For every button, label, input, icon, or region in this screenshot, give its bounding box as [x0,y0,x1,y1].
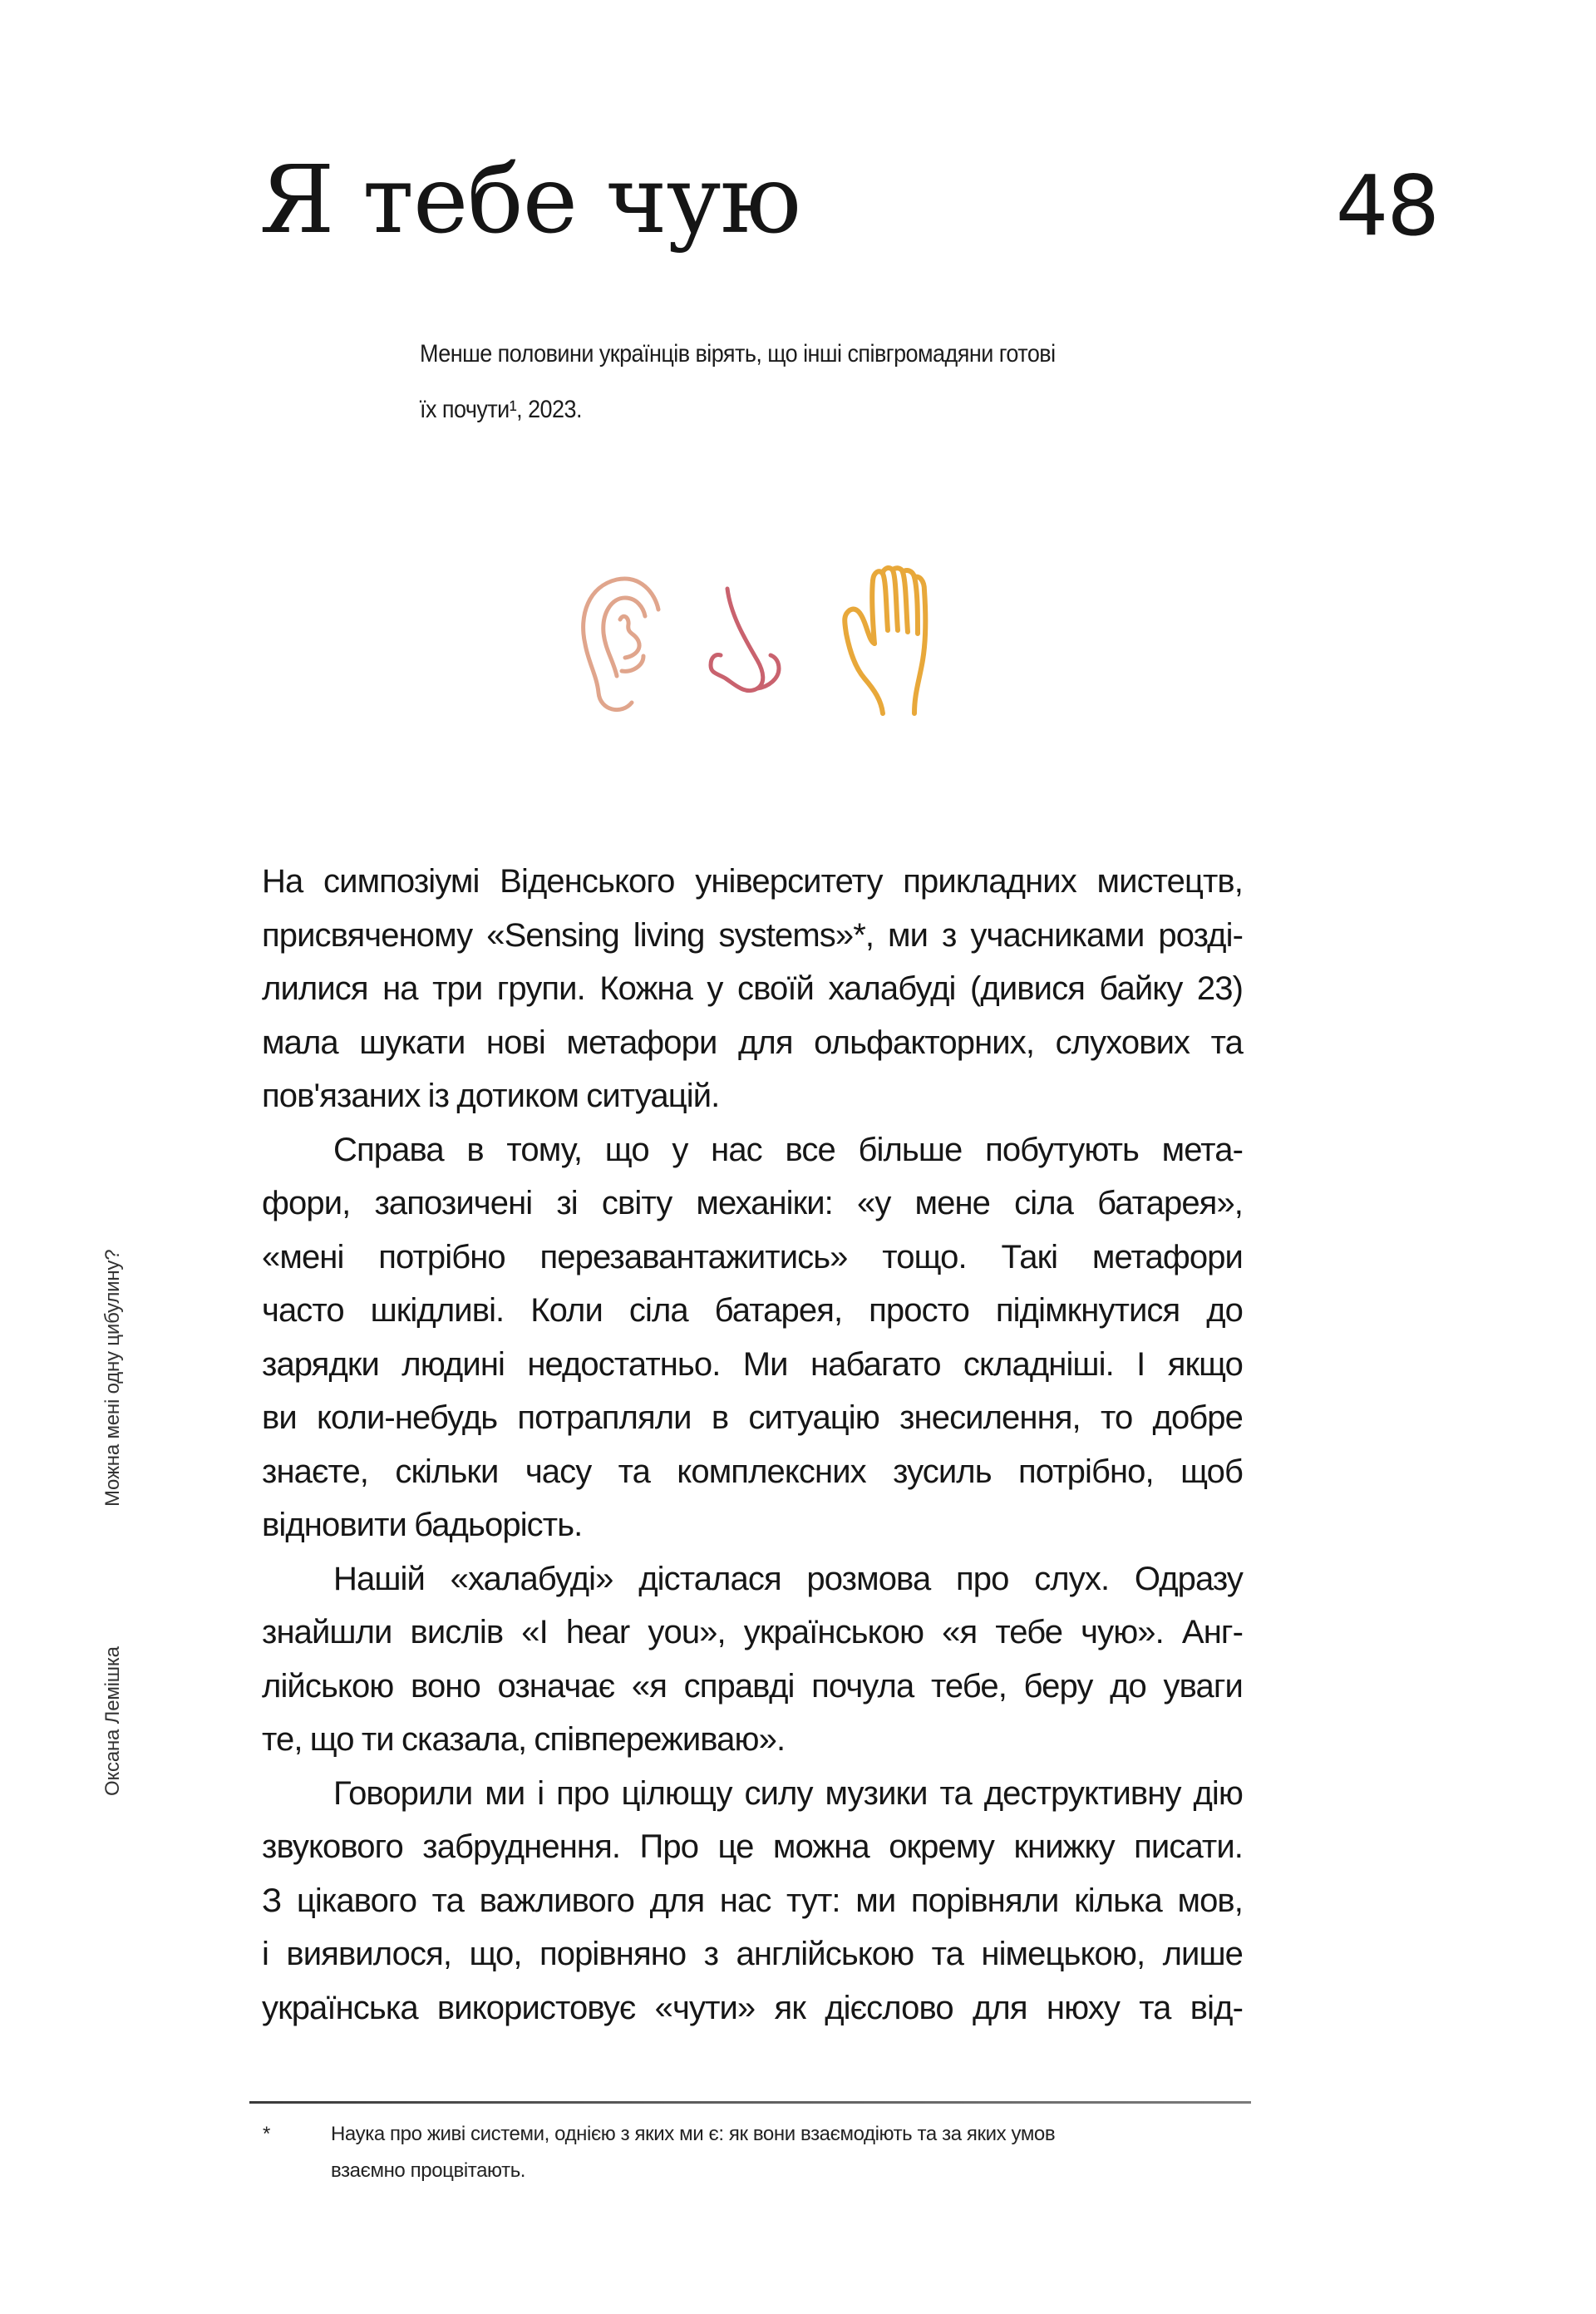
nose-icon [702,582,794,707]
body-line: відновити бадьорість. [262,1507,583,1543]
epigraph-line: Менше половини українців вірять, що інші співгромадяни готові [420,340,1056,368]
running-head-author: Оксана Лемішка [101,1646,124,1796]
footnote-line: взаємно процвітають. [331,2159,526,2182]
body-line: звукового забруднення. Про це можна окрему книжку писати. [262,1828,1243,1865]
body-line: часто шкідливі. Коли сіла батарея, просто підімкнутися до [262,1292,1243,1329]
epigraph-line: їх почути¹, 2023. [420,396,582,423]
epigraph [420,326,1168,437]
body-line: те, що ти сказала, співпереживаю». [262,1721,786,1758]
body-line: українська використовує «чути» як дієслово для нюху та від- [262,1989,1243,2026]
body-line: З цікавого та важливого для нас тут: ми порівняли кілька мов, [262,1882,1243,1919]
hand-icon [831,557,948,719]
page-title: Я тебе чую [259,146,801,254]
body-line: мала шукати нові метафори для ольфакторних, слухових та [262,1024,1243,1061]
body-line: присвяченому «Sensing living systems»*, ми з учасниками розді- [262,916,1243,954]
body-line: Говорили ми і про цілющу силу музики та деструктивну дію [333,1774,1243,1812]
body-line: ви коли-небудь потрапляли в ситуацію знесилення, то добре [262,1399,1243,1436]
footnote [258,2116,1255,2189]
body-line: Справа в тому, що у нас все більше побутують мета- [333,1131,1243,1168]
body-line: Нашій «халабуді» дісталася розмова про слух. Одразу [333,1560,1243,1597]
body-line: пов'язаних із дотиком ситуацій. [262,1078,720,1114]
ear-icon [574,570,665,719]
body-line: лійською воно означає «я справді почула тебе, беру до уваги [262,1667,1243,1705]
body-line: знайшли вислів «I hear you», українською «я тебе чую». Анг- [262,1614,1243,1650]
body-text [262,855,1243,2035]
body-line: і виявилося, що, порівняно з англійською та німецькою, лише [262,1936,1243,1972]
footnote-divider [249,2101,1251,2104]
body-line: «мені потрібно перезавантажитись» тощо. Такі метафори [262,1238,1243,1275]
page-number: 48 [1335,157,1438,254]
body-line: знаєте, скільки часу та комплексних зусиль потрібно, щоб [262,1453,1243,1490]
footnote-line: Наука про живі системи, однією з яких ми є: як вони взаємодіють та за яких умов [331,2123,1056,2145]
body-line: зарядки людині недостатньо. Ми набагато складніші. І якщо [262,1345,1243,1383]
body-line: На симпозіумі Віденського університету прикладних мистецтв, [262,863,1243,900]
body-line: лилися на три групи. Кожна у своїй халабуді (дивися байку 23) [262,970,1243,1007]
footnote-marker: * [263,2123,270,2145]
body-line: фори, запозичені зі світу механіки: «у мене сіла батарея», [262,1185,1243,1221]
senses-illustration [565,557,948,723]
running-head-book-title: Можна мені одну цибулину? [101,1249,124,1507]
